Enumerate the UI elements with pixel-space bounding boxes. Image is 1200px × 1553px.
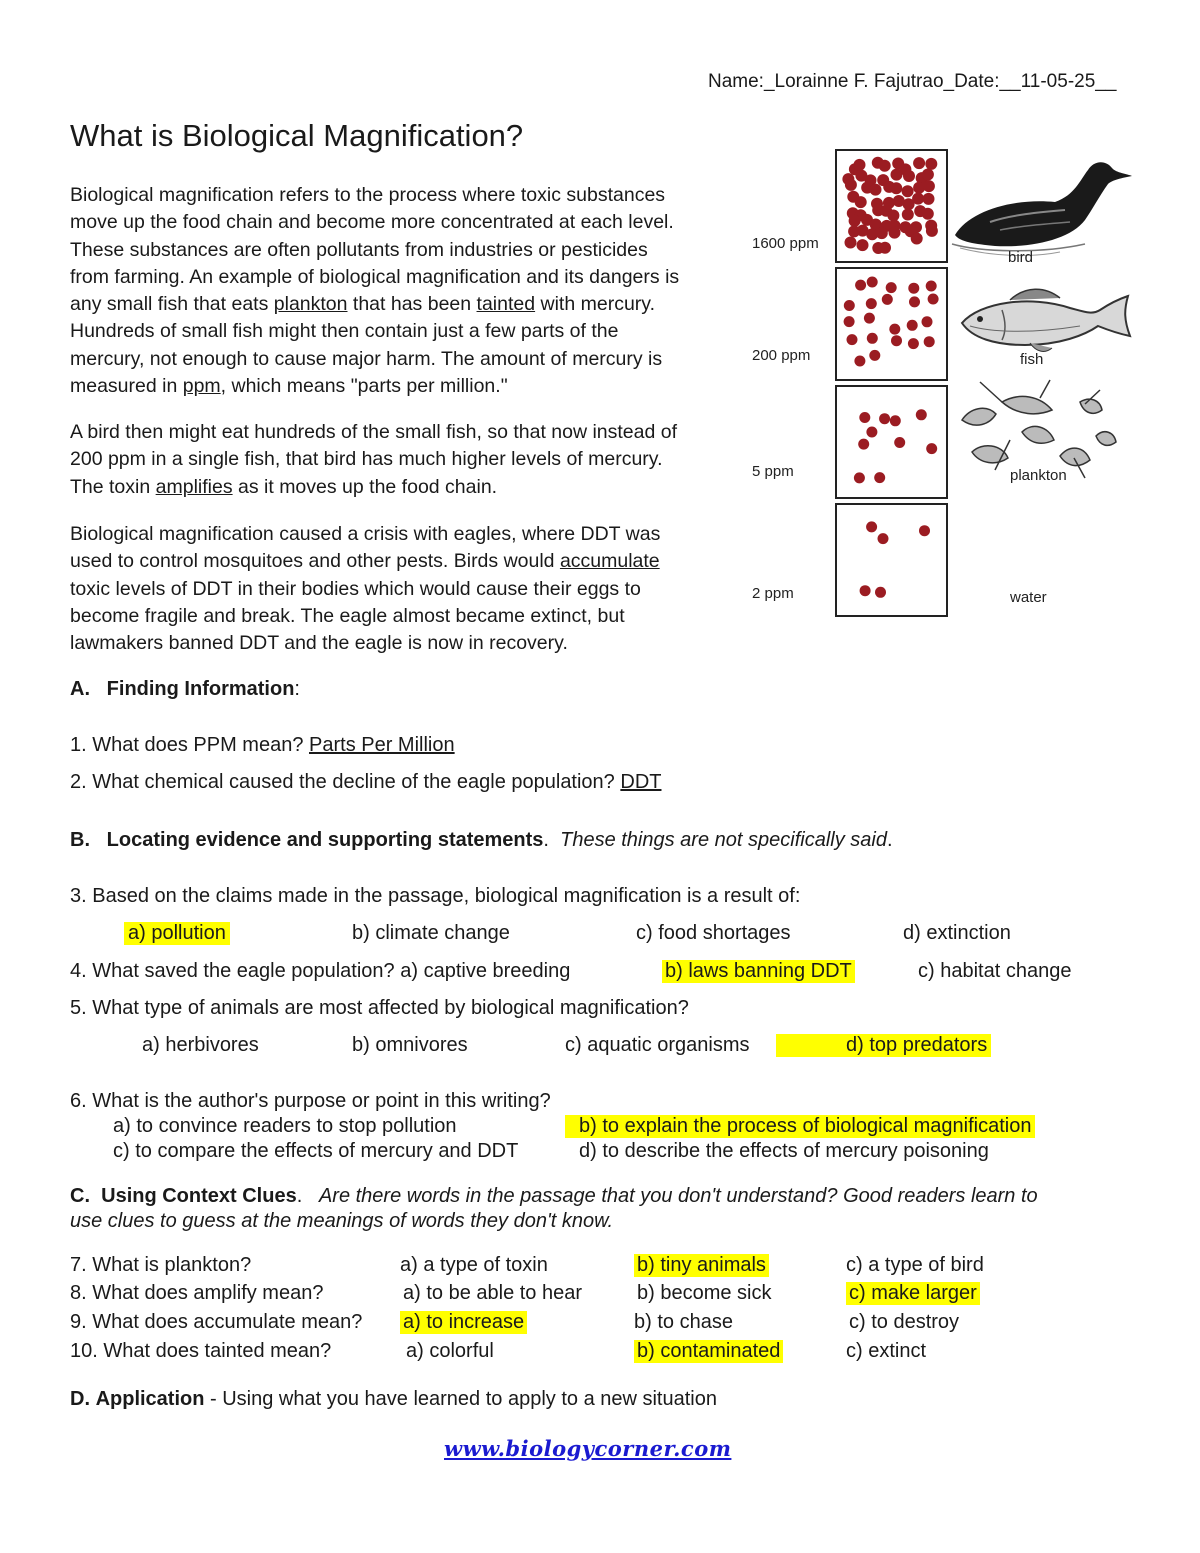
mercury-dot bbox=[875, 587, 886, 598]
mercury-dot bbox=[878, 533, 889, 544]
text-line: Hundreds of small fish might then contain just a few parts of the bbox=[70, 320, 619, 343]
mercury-dot bbox=[882, 294, 893, 305]
organism-label: plankton bbox=[1010, 467, 1067, 484]
mercury-dot bbox=[903, 170, 915, 182]
q10-option-a: a) colorful bbox=[406, 1340, 494, 1362]
mercury-dot bbox=[911, 233, 923, 245]
text-line: lawmakers banned DDT and the eagle is now in recovery. bbox=[70, 632, 568, 655]
mercury-dot bbox=[923, 180, 935, 192]
text-line: move up the food chain and become more concentrated at each level. bbox=[70, 211, 674, 234]
level-box bbox=[836, 386, 947, 498]
mercury-dot bbox=[889, 227, 901, 239]
text-line: any small fish that eats plankton that has been tainted with mercury. bbox=[70, 293, 655, 316]
organism-label: bird bbox=[1008, 249, 1034, 266]
text-line: become fragile and break. The eagle almost became extinct, but bbox=[70, 604, 625, 627]
mercury-dot bbox=[908, 338, 919, 349]
mercury-dot bbox=[919, 525, 930, 536]
mercury-dot bbox=[870, 184, 882, 196]
mercury-dot bbox=[924, 336, 935, 347]
q7-option-a: a) a type of toxin bbox=[400, 1254, 548, 1276]
mercury-dot bbox=[855, 280, 866, 291]
text-line: 200 ppm in a single fish, that bird has much higher levels of mercury. bbox=[70, 448, 663, 471]
q10-option-c: c) extinct bbox=[846, 1340, 927, 1362]
text-line: Biological magnification caused a crisis with eagles, where DDT was bbox=[70, 523, 661, 545]
mercury-dot bbox=[854, 472, 865, 483]
mercury-dot bbox=[854, 356, 865, 367]
section-b-heading: B. Locating evidence and supporting statements. These things are not specifically said. bbox=[70, 829, 893, 851]
mercury-dot bbox=[857, 239, 869, 251]
q6-option-c: c) to compare the effects of mercury and DDT bbox=[113, 1140, 519, 1162]
term-tainted: tainted bbox=[476, 293, 536, 316]
mercury-dot bbox=[912, 193, 924, 205]
mercury-dot bbox=[891, 169, 903, 181]
text-line: A bird then might eat hundreds of the small fish, so that now instead of bbox=[70, 421, 678, 443]
mercury-dot bbox=[908, 283, 919, 294]
level-box bbox=[836, 504, 947, 616]
q4-option-c: c) habitat change bbox=[918, 960, 1072, 982]
term-ppm: ppm bbox=[182, 375, 221, 398]
section-c-heading: C. Using Context Clues. Are there words in the passage that you don't understand? Good readers learn to bbox=[70, 1185, 1038, 1207]
ppm-label: 1600 ppm bbox=[752, 235, 819, 252]
mercury-dot bbox=[867, 333, 878, 344]
q9-option-c: c) to destroy bbox=[849, 1311, 960, 1333]
question-1: 1. What does PPM mean? Parts Per Million bbox=[70, 734, 455, 756]
mercury-dot bbox=[891, 335, 902, 346]
mercury-dot bbox=[890, 415, 901, 426]
mercury-dot bbox=[889, 324, 900, 335]
mercury-dot bbox=[890, 182, 902, 194]
q5-option-a: a) herbivores bbox=[142, 1034, 259, 1056]
ppm-label: 5 ppm bbox=[752, 463, 794, 480]
text-line: The toxin amplifies as it moves up the food chain. bbox=[70, 475, 498, 498]
mercury-dot bbox=[866, 427, 877, 438]
mercury-dot bbox=[894, 437, 905, 448]
text-line: mercury, not enough to cause major harm. The amount of mercury is bbox=[70, 347, 663, 370]
mercury-dot bbox=[864, 313, 875, 324]
mercury-dot bbox=[866, 298, 877, 309]
text-line: measured in ppm, which means "parts per million." bbox=[70, 375, 508, 398]
page-title: What is Biological Magnification? bbox=[70, 118, 524, 153]
mercury-dot bbox=[886, 282, 897, 293]
mercury-dot bbox=[845, 179, 857, 191]
section-d-heading: D. Application - Using what you have learned to apply to a new situation bbox=[70, 1388, 717, 1410]
ppm-label: 2 ppm bbox=[752, 585, 794, 602]
mercury-dot bbox=[926, 225, 938, 237]
mercury-dot bbox=[925, 158, 937, 170]
name-date-line: Name:_Lorainne F. Fajutrao_Date:__11-05-25__ bbox=[708, 71, 1117, 92]
question-4: 4. What saved the eagle population? a) captive breeding bbox=[70, 960, 571, 982]
q6-option-a: a) to convince readers to stop pollution bbox=[113, 1115, 457, 1137]
mercury-dot bbox=[867, 277, 878, 288]
mercury-dot bbox=[849, 215, 861, 227]
mercury-dot bbox=[879, 242, 891, 254]
mercury-dot bbox=[902, 209, 914, 221]
q7-answer-b: b) tiny animals bbox=[634, 1254, 769, 1277]
question-10: 10. What does tainted mean? bbox=[70, 1340, 332, 1362]
q9-option-b: b) to chase bbox=[634, 1311, 733, 1333]
mercury-dot bbox=[922, 208, 934, 220]
text-line: from farming. An example of biological magnification and its dangers is bbox=[70, 265, 680, 288]
q8-option-b: b) become sick bbox=[637, 1282, 772, 1304]
mercury-dot bbox=[844, 300, 855, 311]
q6-answer-b: b) to explain the process of biological magnification bbox=[565, 1115, 1035, 1138]
mercury-dot bbox=[855, 196, 867, 208]
answer-1: Parts Per Million bbox=[309, 734, 455, 756]
fish-icon bbox=[962, 289, 1130, 351]
mercury-dot bbox=[926, 281, 937, 292]
mercury-dot bbox=[876, 227, 888, 239]
q5-option-b: b) omnivores bbox=[352, 1034, 468, 1056]
q10-answer-b: b) contaminated bbox=[634, 1340, 783, 1363]
question-7: 7. What is plankton? bbox=[70, 1254, 252, 1276]
mercury-dot bbox=[902, 185, 914, 197]
question-2: 2. What chemical caused the decline of the eagle population? DDT bbox=[70, 771, 662, 793]
mercury-dot bbox=[845, 237, 857, 249]
section-c-note: use clues to guess at the meanings of words they don't know. bbox=[70, 1210, 614, 1232]
mercury-dot bbox=[909, 296, 920, 307]
mercury-dot bbox=[926, 443, 937, 454]
mercury-dot bbox=[907, 320, 918, 331]
mercury-dot bbox=[847, 334, 858, 345]
q3-option-d: d) extinction bbox=[903, 922, 1011, 944]
mercury-dot bbox=[858, 439, 869, 450]
mercury-dot bbox=[866, 521, 877, 532]
q9-answer-a: a) to increase bbox=[400, 1311, 527, 1334]
text-line: These substances are often pollutants from industries or pesticides bbox=[70, 238, 648, 261]
organism-label: water bbox=[1010, 589, 1047, 606]
question-5: 5. What type of animals are most affected by biological magnification? bbox=[70, 997, 689, 1019]
mercury-dot bbox=[844, 316, 855, 327]
question-9: 9. What does accumulate mean? bbox=[70, 1311, 363, 1333]
section-a-heading: A. Finding Information: bbox=[70, 678, 300, 700]
organism-label: fish bbox=[1020, 351, 1044, 368]
mercury-dot bbox=[854, 159, 866, 171]
answer-2: DDT bbox=[620, 771, 662, 793]
mercury-dot bbox=[923, 193, 935, 205]
q8-answer-c: c) make larger bbox=[846, 1282, 980, 1305]
q5-option-c: c) aquatic organisms bbox=[565, 1034, 750, 1056]
intro-paragraph-3 bbox=[70, 521, 730, 657]
mercury-dot bbox=[869, 350, 880, 361]
text-line: Biological magnification refers to the process where toxic substances bbox=[70, 184, 666, 206]
mercury-dot bbox=[879, 160, 891, 172]
ppm-label: 200 ppm bbox=[752, 347, 811, 364]
term-plankton: plankton bbox=[273, 293, 348, 316]
plankton-icon bbox=[962, 380, 1116, 478]
mercury-dot bbox=[859, 412, 870, 423]
mercury-dot bbox=[860, 585, 871, 596]
intro-paragraph-2 bbox=[70, 419, 730, 501]
q6-option-d: d) to describe the effects of mercury poisoning bbox=[579, 1140, 989, 1162]
intro-paragraph-1 bbox=[70, 182, 730, 400]
mercury-dot bbox=[922, 169, 934, 181]
mercury-dot bbox=[887, 210, 899, 222]
question-8: 8. What does amplify mean? bbox=[70, 1282, 324, 1304]
footer-link[interactable]: www.biologycorner.com bbox=[444, 1436, 732, 1461]
q3-option-b: b) climate change bbox=[352, 922, 510, 944]
q7-option-c: c) a type of bird bbox=[846, 1254, 984, 1276]
text-line: toxic levels of DDT in their bodies which would cause their eggs to bbox=[70, 577, 641, 600]
q8-option-a: a) to be able to hear bbox=[403, 1282, 583, 1304]
mercury-dot bbox=[879, 413, 890, 424]
mercury-dot bbox=[916, 409, 927, 420]
text-line: used to control mosquitoes and other pests. Birds would accumulate bbox=[70, 550, 660, 573]
term-amplifies: amplifies bbox=[155, 475, 233, 498]
question-3: 3. Based on the claims made in the passage, biological magnification is a result of: bbox=[70, 885, 801, 907]
q3-option-c: c) food shortages bbox=[636, 922, 791, 944]
mercury-dot bbox=[922, 316, 933, 327]
mercury-dot bbox=[928, 294, 939, 305]
bird-icon bbox=[952, 162, 1132, 255]
term-accumulate: accumulate bbox=[559, 550, 660, 573]
q3-answer-a: a) pollution bbox=[124, 922, 230, 945]
q5-answer-d: d) top predators bbox=[776, 1034, 991, 1057]
biomagnification-diagram bbox=[740, 140, 1140, 630]
mercury-dot bbox=[913, 157, 925, 169]
question-6: 6. What is the author's purpose or point in this writing? bbox=[70, 1090, 551, 1112]
mercury-dot bbox=[874, 472, 885, 483]
q4-answer-b: b) laws banning DDT bbox=[662, 960, 855, 983]
